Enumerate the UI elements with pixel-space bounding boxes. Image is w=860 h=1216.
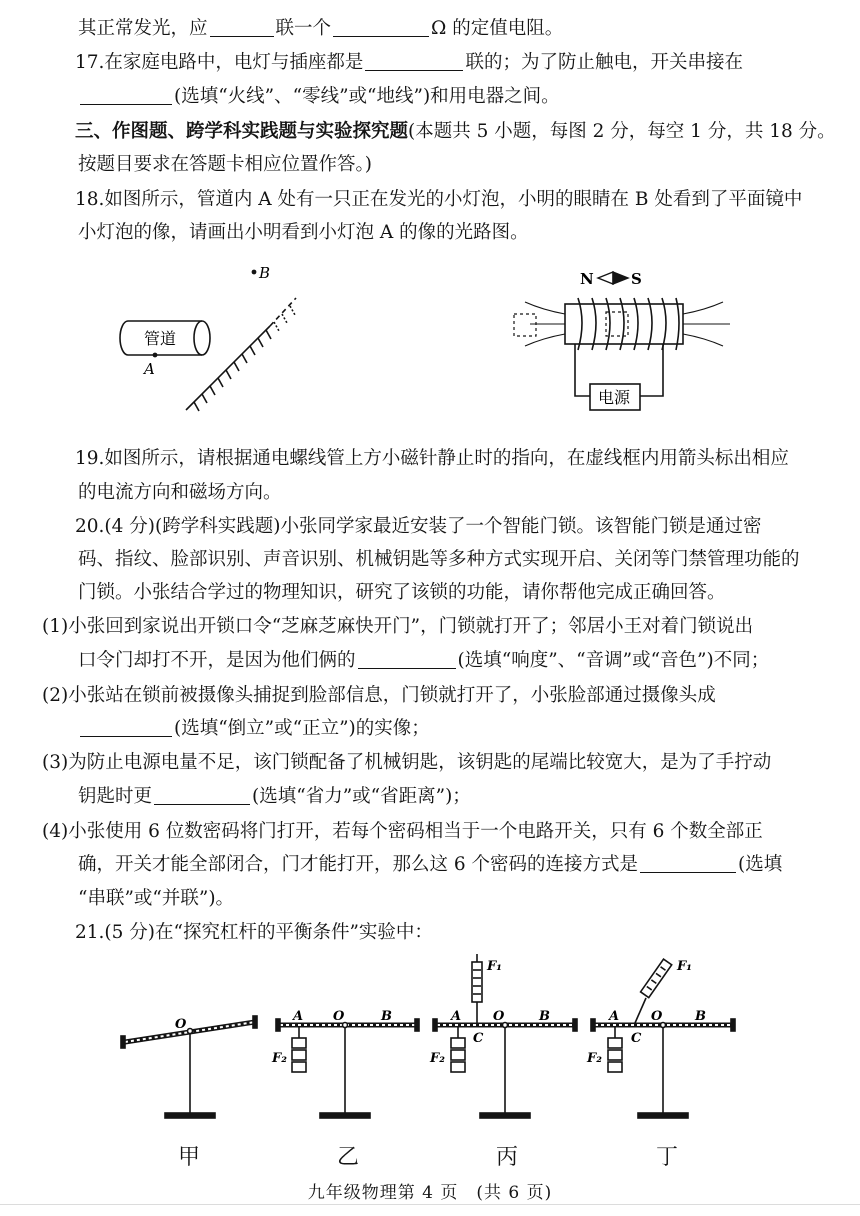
answer-blank[interactable] xyxy=(333,18,429,37)
q17-text-a: 17.在家庭电路中，电灯与插座都是 xyxy=(75,52,364,73)
q16-text-a: 其正常发光，应 xyxy=(78,18,208,39)
bing-point-a: A xyxy=(451,1009,462,1024)
pipe-label: 管道 xyxy=(144,329,177,348)
q20-p4-line1: (4)小张使用 6 位数密码将门打开，若每个密码相当于一个电路开关，只有 6 个数全部正 xyxy=(42,821,763,842)
figure-levers xyxy=(115,950,755,1130)
q20-p1-text-a: 口令门却打不开，是因为他们俩的 xyxy=(78,650,356,671)
solenoid-coil xyxy=(565,298,683,350)
lever-yi xyxy=(276,1019,419,1118)
ding-point-c: C xyxy=(631,1031,642,1046)
power-source-label: 电源 xyxy=(598,388,631,407)
bing-f1: F₁ xyxy=(487,959,502,974)
q20-p2-line1: (2)小张站在锁前被摄像头捕捉到脸部信息，门锁就打开了，小张脸部通过摄像头成 xyxy=(42,685,716,706)
q20-line1: 20.(4 分)(跨学科实践题)小张同学家最近安装了一个智能门锁。该智能门锁是通过密 xyxy=(75,516,762,537)
figure-solenoid xyxy=(500,262,750,422)
ding-f1: F₁ xyxy=(677,959,692,974)
figure-label-jia: 甲 xyxy=(178,1145,201,1170)
q19-line1: 19.如图所示，请根据通电螺线管上方小磁针静止时的指向，在虚线框内用箭头标出相应 xyxy=(75,448,789,469)
yi-point-a: A xyxy=(293,1009,304,1024)
yi-point-b: B xyxy=(381,1009,392,1024)
bing-point-o: O xyxy=(493,1009,505,1024)
section-note: (本题共 5 小题，每图 2 分，每空 1 分，共 18 分。 xyxy=(408,121,836,142)
ding-point-o: O xyxy=(651,1009,663,1024)
q19-line2: 的电流方向和磁场方向。 xyxy=(78,482,282,503)
dashed-box-left[interactable] xyxy=(514,314,536,336)
answer-blank[interactable] xyxy=(80,718,172,737)
page-footer: 九年级物理第 4 页 (共 6 页) xyxy=(307,1183,553,1203)
q20-p1-line2 xyxy=(78,648,769,674)
lever-bing xyxy=(433,954,577,1118)
ding-f2: F₂ xyxy=(587,1051,602,1066)
q20-p4-text-a: 确，开关才能全部闭合，门才能打开，那么这 6 个密码的连接方式是 xyxy=(78,854,639,875)
bing-f2: F₂ xyxy=(430,1051,445,1066)
figure-label-yi: 乙 xyxy=(337,1145,360,1170)
q20-line3: 门锁。小张结合学过的物理知识，研究了该锁的功能，请你帮他完成正确回答。 xyxy=(78,582,726,603)
q20-p2-text: (选填“倒立”或“正立”)的实像； xyxy=(174,718,430,739)
ding-point-a: A xyxy=(609,1009,620,1024)
point-b-dot xyxy=(252,270,257,275)
north-label: N xyxy=(580,270,594,288)
figure-label-bing: 丙 xyxy=(496,1145,519,1170)
q18-line1: 18.如图所示，管道内 A 处有一只正在发光的小灯泡，小明的眼睛在 B 处看到了平面镜中 xyxy=(75,189,803,210)
q20-p3-text-a: 钥匙时更 xyxy=(78,786,153,807)
q17-text-c: (选填“火线”、“零线”或“地线”)和用电器之间。 xyxy=(174,86,560,107)
section-heading-line xyxy=(75,119,836,145)
page-bottom-divider xyxy=(0,1204,860,1205)
lever-jia xyxy=(121,1016,257,1118)
q20-p1-text-b: (选填“响度”、“音调”或“音色”)不同； xyxy=(457,650,770,671)
ding-point-b: B xyxy=(695,1009,706,1024)
answer-blank[interactable] xyxy=(640,854,736,873)
q20-p4-line3: “串联”或“并联”)。 xyxy=(78,888,235,909)
q17-line1 xyxy=(75,50,743,76)
q20-p4-text-b: (选填 xyxy=(738,854,783,875)
section-note-line2: 按题目要求在答题卡相应位置作答。) xyxy=(78,154,372,175)
compass-needle xyxy=(598,272,628,284)
section-heading: 三、作图题、跨学科实践题与实验探究题 xyxy=(75,121,409,142)
figure-pipe-mirror xyxy=(110,258,430,428)
point-a-label: A xyxy=(144,360,155,378)
answer-blank[interactable] xyxy=(80,86,172,105)
q20-p3-text-b: (选填“省力”或“省距离”)； xyxy=(252,786,471,807)
q20-p2-line2 xyxy=(78,716,430,742)
field-lines xyxy=(525,302,730,346)
q20-line2: 码、指纹、脸部识别、声音识别、机械钥匙等多种方式实现开启、关闭等门禁管理功能的 xyxy=(78,549,800,570)
q20-p4-line2 xyxy=(78,852,782,878)
yi-point-o: O xyxy=(333,1009,345,1024)
answer-blank[interactable] xyxy=(154,786,250,805)
q17-text-b: 联的；为了防止触电，开关串接在 xyxy=(465,52,743,73)
q18-line2: 小灯泡的像，请画出小明看到小灯泡 A 的像的光路图。 xyxy=(78,222,529,243)
q16-text-c: Ω 的定值电阻。 xyxy=(431,18,564,39)
q20-p1-line1: (1)小张回到家说出开锁口令“芝麻芝麻快开门”，门锁就打开了；邻居小王对着门锁说出 xyxy=(42,616,754,637)
point-a-dot xyxy=(153,353,158,358)
jia-point-o: O xyxy=(175,1017,187,1032)
answer-blank[interactable] xyxy=(358,650,456,669)
q16-text-b: 联一个 xyxy=(275,18,332,39)
point-b-label: B xyxy=(259,264,271,282)
q21-line1: 21.(5 分)在“探究杠杆的平衡条件”实验中： xyxy=(75,922,433,943)
bing-point-c: C xyxy=(473,1031,484,1046)
south-label: S xyxy=(631,270,642,288)
q17-line2 xyxy=(78,84,560,110)
q16-line xyxy=(78,16,563,42)
q20-p3-line2 xyxy=(78,784,471,810)
yi-f2: F₂ xyxy=(272,1051,287,1066)
figure-label-ding: 丁 xyxy=(656,1145,679,1170)
answer-blank[interactable] xyxy=(210,18,274,37)
lever-ding xyxy=(591,959,735,1118)
bing-point-b: B xyxy=(539,1009,550,1024)
q20-p3-line1: (3)为防止电源电量不足，该门锁配备了机械钥匙，该钥匙的尾端比较宽大，是为了手拧动 xyxy=(42,752,772,773)
answer-blank[interactable] xyxy=(365,52,463,71)
